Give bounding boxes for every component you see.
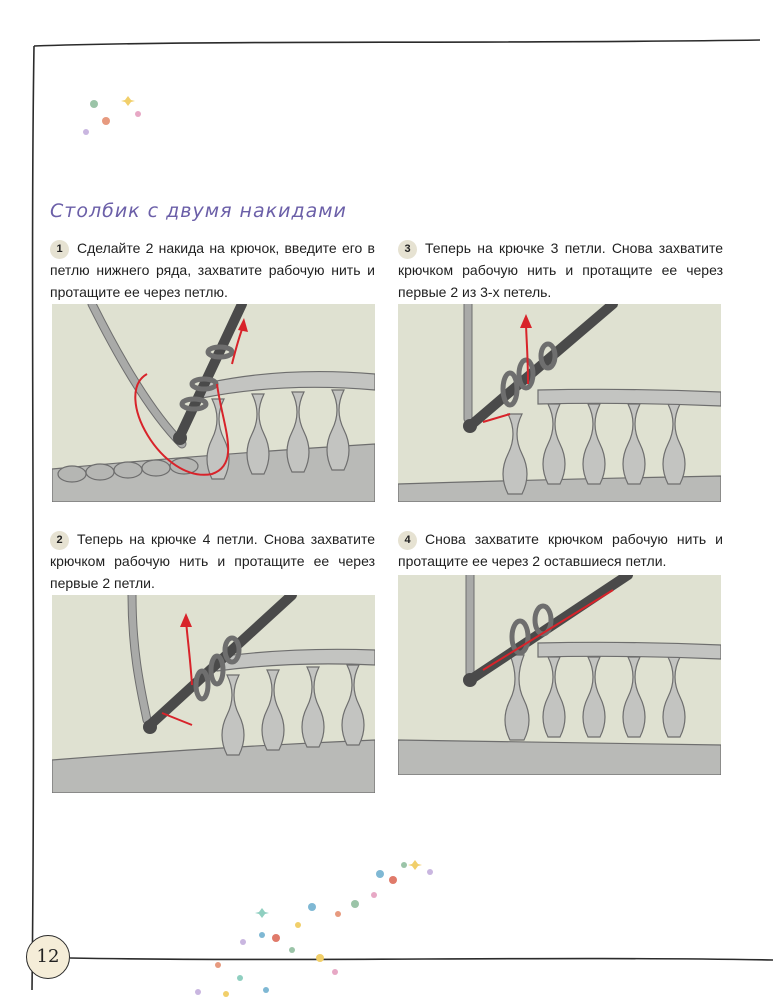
step-4-number: 4 [398, 531, 417, 550]
step-4-text [398, 528, 723, 572]
section-title: Столбик с двумя накидами [50, 200, 347, 222]
step-1-illustration [52, 304, 375, 502]
confetti-decoration-top [83, 96, 141, 135]
step-3-text [398, 237, 723, 303]
page-number: 12 [26, 935, 70, 979]
step-1-number: 1 [50, 240, 69, 259]
step-3-number: 3 [398, 240, 417, 259]
step-2-description: Теперь на крючке 4 петли. Снова захватите крючком рабочую нить и протащите ее через первые 2 петли. [50, 531, 375, 591]
step-2-number: 2 [50, 531, 69, 550]
step-1-text [50, 237, 375, 303]
step-4-description: Снова захватите крючком рабочую нить и протащите ее через 2 оставшиеся петли. [398, 531, 723, 569]
confetti-decoration-bottom [195, 860, 433, 997]
step-1-description: Сделайте 2 накида на крючок, введите его в петлю нижнего ряда, захватите рабочую нить и протащите ее через петлю. [50, 240, 375, 300]
step-4-illustration [398, 575, 721, 775]
step-2-text [50, 528, 375, 594]
step-3-description: Теперь на крючке 3 петли. Снова захватите крючком рабочую нить и протащите ее через первые 2 из 3-х петель. [398, 240, 723, 300]
step-3-illustration [398, 304, 721, 502]
step-2-illustration [52, 595, 375, 793]
